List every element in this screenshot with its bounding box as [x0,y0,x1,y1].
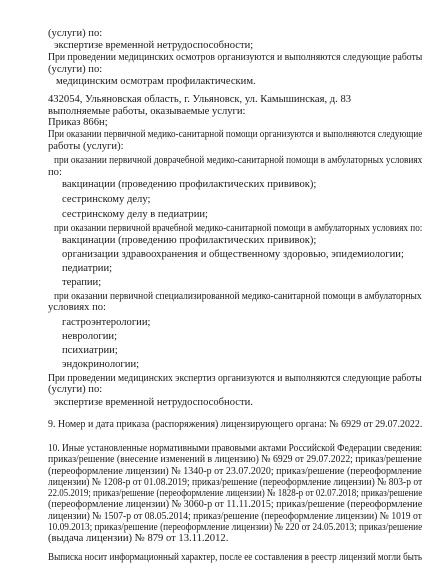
text-line: Приказ 866н; [48,117,108,128]
text-line: выполняемые работы, оказываемые услуги: [48,106,246,117]
list-item: сестринскому делу; [62,194,151,205]
text-line: условиях по: [48,302,106,313]
text-line: При оказании первичной медико-санитарной помощи организуются и выполняются следующие [48,129,423,140]
list-item: эндокринологии; [62,359,140,370]
text-line: работы (услуги): [48,141,124,152]
text-line: экспертизе временной нетрудоспособности; [54,40,254,51]
text-line: (услуги) по: [48,384,103,395]
text-line: 10. Иные установленные нормативными правовыми актами Российской Федерации сведения: [48,443,423,454]
text-line: (переоформление лицензии) № 3060-р от 11.11.2015; приказ/решение (переоформление [48,499,423,510]
text-line: медицинским осмотрам профилактическим. [56,76,256,87]
text-line: по: [48,167,62,178]
text-line: при оказании первичной врачебной медико-санитарной помощи в амбулаторных условиях по: [54,223,423,234]
text-line: (выдача лицензии) № 879 от 13.11.2012. [48,533,229,544]
text-line: 22.05.2019; приказ/решение (переоформление лицензии) № 1828-р от 02.07.2018; приказ/решение [48,488,423,499]
list-item: вакцинации (проведению профилактических прививок); [62,235,317,246]
list-item: вакцинации (проведению профилактических прививок); [62,179,317,190]
text-line: (услуги) по: [48,64,103,75]
list-item: терапии; [62,277,102,288]
text-line: лицензии) № 1208-р от 01.08.2019; приказ/решение (переоформление лицензии) № 803-р от [48,477,423,488]
text-line: экспертизе временной нетрудоспособности. [54,397,253,408]
list-item: сестринскому делу в педиатрии; [62,209,208,220]
address-line: 432054, Ульяновская область, г. Ульяновск, ул. Камышинская, д. 83 [48,94,352,105]
list-item: педиатрии; [62,263,113,274]
text-line: лицензии) № 1507-р от 08.05.2014; приказ/решение (переоформление лицензии) № 1019 от [48,511,422,522]
text-line: приказ/решение (внесение изменений в лицензию) № 6929 от 29.07.2022; приказ/решение [48,454,422,465]
list-item: неврологии; [62,331,118,342]
text-line: (переоформление лицензии) № 1340-р от 23.07.2020; приказ/решение (переоформление [48,466,422,477]
list-item: психиатрии; [62,345,118,356]
text-line: при оказании первичной специализированной медико-санитарной помощи в амбулаторных [54,291,422,302]
text-line: 10.09.2013; приказ/решение (переоформление лицензии) № 220 от 24.05.2013; приказ/решение [48,522,423,533]
footer-note: Выписка носит информационный характер, после ее составления в реестр лицензий могли быть [48,552,423,563]
text-line: при оказании первичной доврачебной медико-санитарной помощи в амбулаторных условиях [54,155,423,166]
list-item: организации здравоохранения и общественному здоровью, эпидемиологии; [62,249,404,260]
order-number-line: 9. Номер и дата приказа (распоряжения) лицензирующего органа: № 6929 от 29.07.2022. [48,419,423,430]
text-line: При проведении медицинских осмотров организуются и выполняются следующие работы [48,52,423,63]
text-line: При проведении медицинских экспертиз организуются и выполняются следующие работы [48,373,422,384]
list-item: гастроэнтерологии; [62,317,151,328]
text-line: (услуги) по: [48,28,103,39]
